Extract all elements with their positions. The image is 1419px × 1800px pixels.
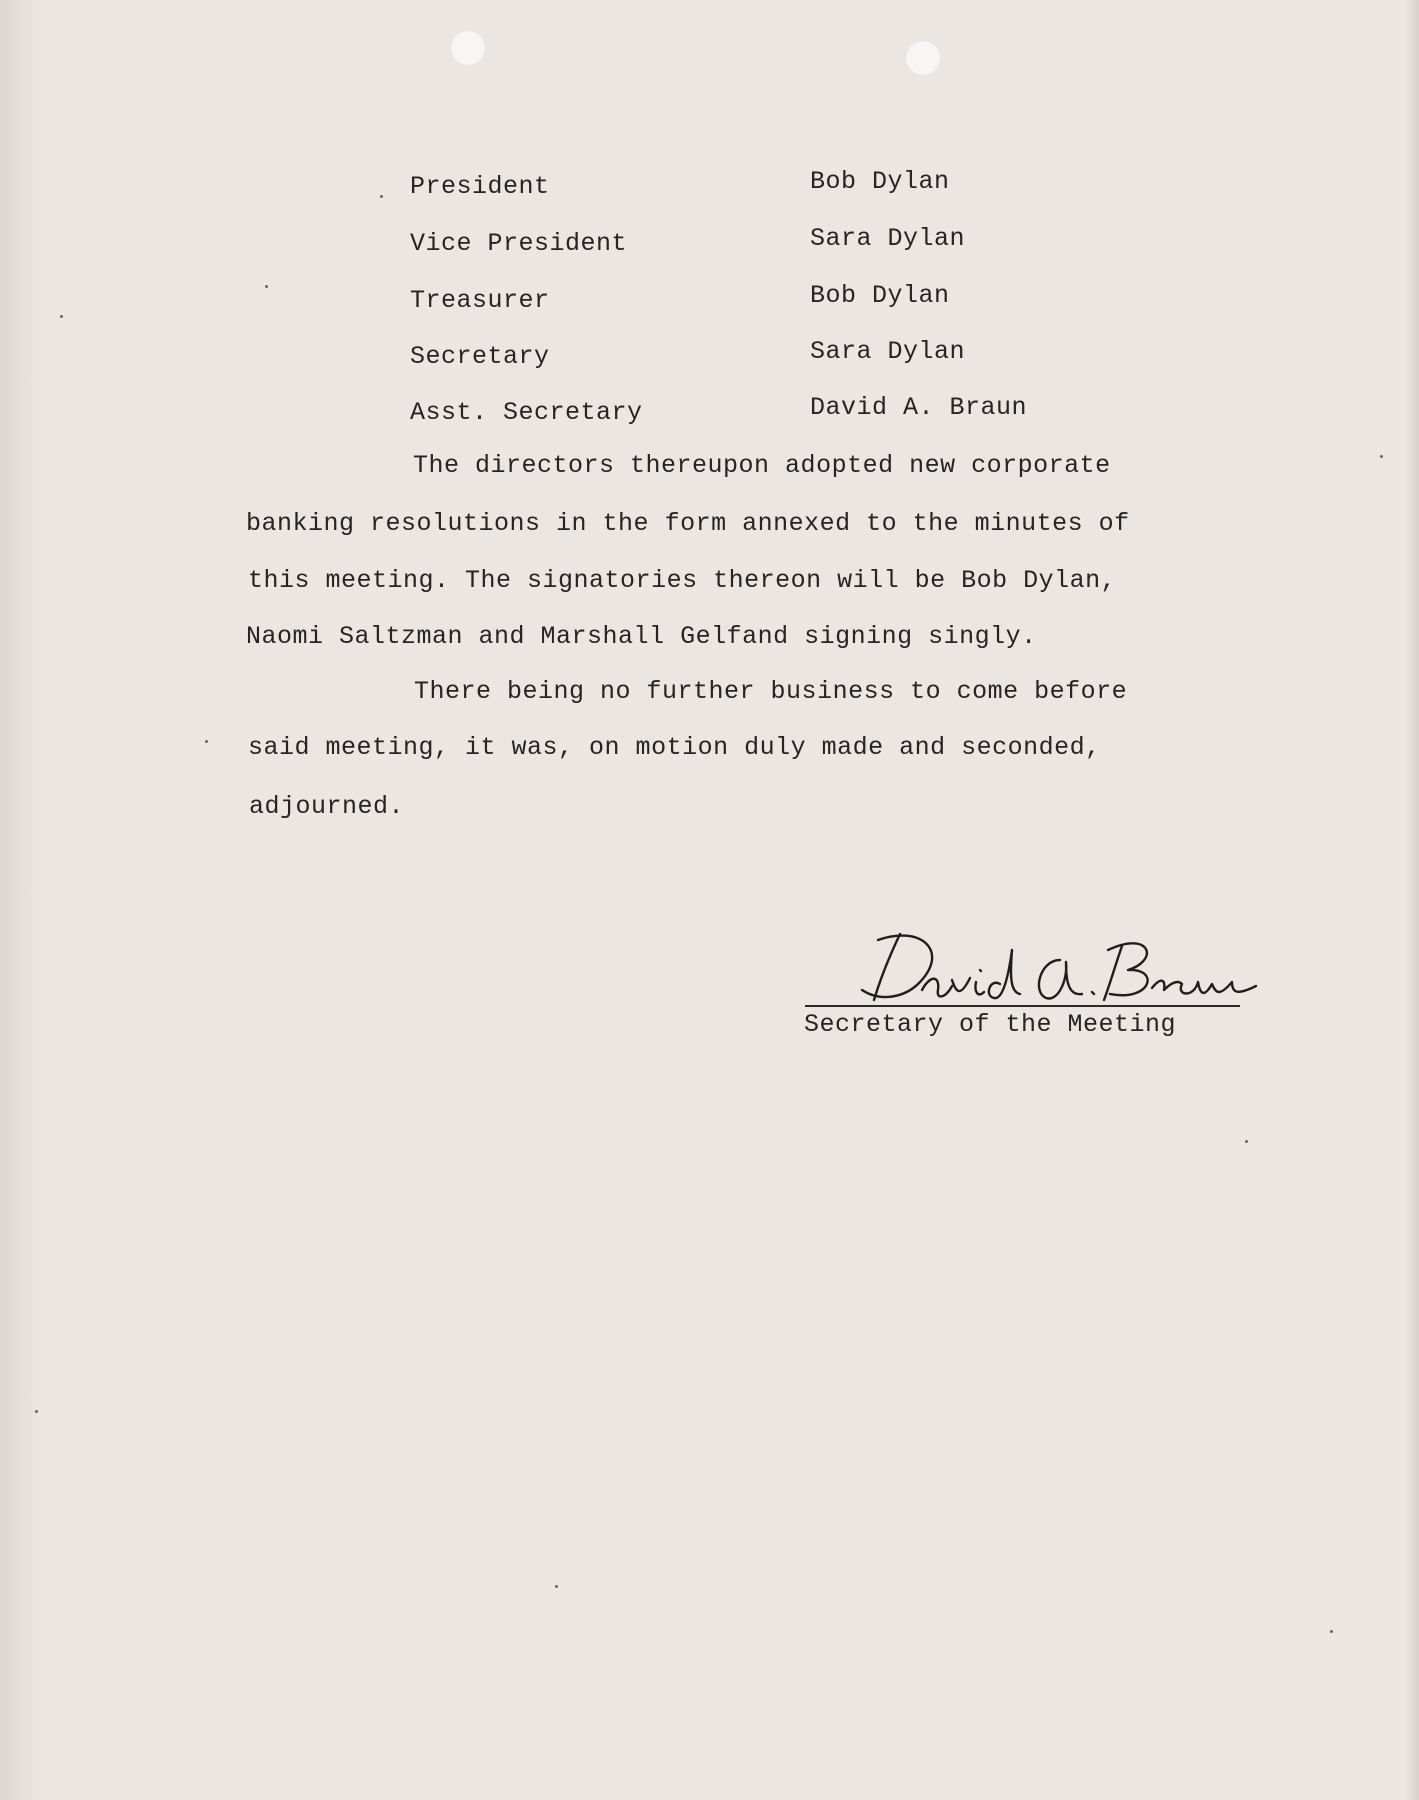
paper-speck bbox=[1245, 1140, 1248, 1143]
officer-title: Vice President bbox=[410, 229, 628, 258]
paragraph-1-line: The directors thereupon adopted new corporate bbox=[413, 451, 1111, 480]
paper-speck bbox=[555, 1585, 558, 1588]
officer-name: Bob Dylan bbox=[810, 281, 950, 310]
officer-name: Bob Dylan bbox=[810, 167, 950, 196]
officer-title: President bbox=[410, 172, 550, 201]
paper-speck bbox=[205, 740, 208, 743]
paper-speck bbox=[60, 315, 63, 318]
paper-speck bbox=[380, 195, 383, 198]
paragraph-1-line: Naomi Saltzman and Marshall Gelfand signing singly. bbox=[246, 622, 1037, 651]
handwritten-signature bbox=[860, 920, 1260, 1010]
officer-name: Sara Dylan bbox=[810, 337, 966, 366]
officer-title: Secretary bbox=[410, 342, 550, 371]
paragraph-2-line: said meeting, it was, on motion duly made and seconded, bbox=[248, 733, 1101, 762]
officer-name: David A. Braun bbox=[810, 393, 1028, 422]
paper-speck bbox=[265, 285, 268, 288]
punch-hole-right bbox=[905, 40, 941, 76]
punch-hole-left bbox=[450, 30, 486, 66]
signature-label: Secretary of the Meeting bbox=[804, 1010, 1177, 1039]
page-edge-shadow-left bbox=[0, 0, 40, 1800]
paragraph-2-line: There being no further business to come before bbox=[414, 677, 1128, 706]
paragraph-1-line: banking resolutions in the form annexed to the minutes of bbox=[246, 509, 1130, 538]
paper-speck bbox=[35, 1410, 38, 1413]
page-edge-shadow-right bbox=[1405, 0, 1419, 1800]
officer-title: Treasurer bbox=[410, 286, 550, 315]
paragraph-1-line: this meeting. The signatories thereon will be Bob Dylan, bbox=[248, 566, 1117, 595]
paper-speck bbox=[1330, 1630, 1333, 1633]
officer-name: Sara Dylan bbox=[810, 224, 966, 253]
signature-line bbox=[805, 1005, 1240, 1007]
paragraph-2-line: adjourned. bbox=[249, 792, 405, 821]
officer-title: Asst. Secretary bbox=[410, 398, 643, 427]
paper-speck bbox=[1380, 455, 1383, 458]
